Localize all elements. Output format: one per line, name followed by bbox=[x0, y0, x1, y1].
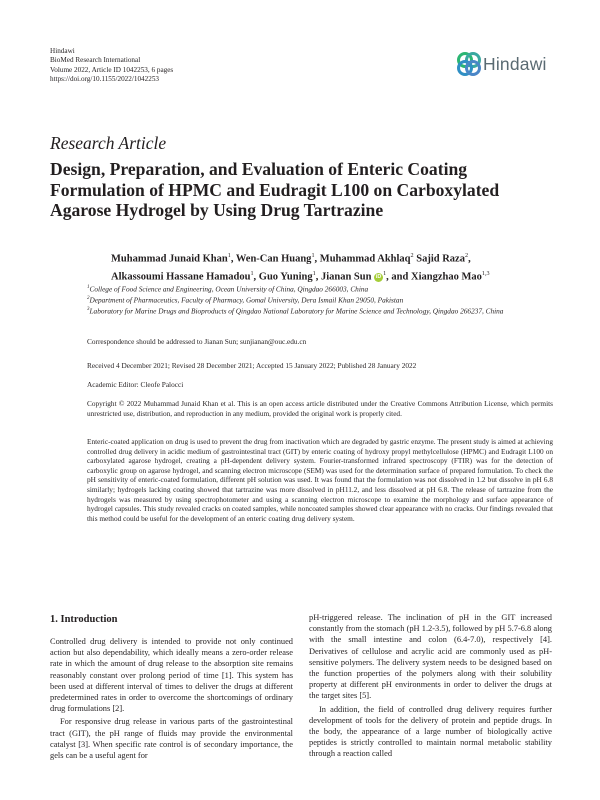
section-heading: 1. Introduction bbox=[50, 614, 118, 625]
journal-header bbox=[50, 47, 173, 84]
author-affil-sup: 2 bbox=[464, 252, 469, 259]
affiliation-text: College of Food Science and Engineering, Ocean University of China, Qingdao 266003, China bbox=[89, 284, 369, 294]
author-name[interactable]: Alkassoumi Hassane Hamadou bbox=[111, 271, 251, 282]
orcid-icon[interactable]: iD bbox=[375, 274, 382, 280]
logo-text: Hindawi bbox=[483, 54, 547, 74]
author-name[interactable]: Muhammad Akhlaq bbox=[319, 253, 411, 265]
author-affil-sup: 1 bbox=[250, 269, 254, 277]
correspondence: Correspondence should be addressed to Jianan Sun; sunjianan@ouc.edu.cn bbox=[87, 337, 307, 346]
academic-editor: Academic Editor: Cleofe Palocci bbox=[87, 380, 184, 389]
affiliation-sup: 3 bbox=[87, 307, 90, 313]
copyright-notice: Copyright © 2022 Muhammad Junaid Khan et al. This is an open access article distributed under the Creative Commons Attribution License, which permits unrestricted use, distribution, and reproduction in any medium, provided the original work is properly cited. bbox=[87, 399, 553, 418]
publisher-name: Hindawi bbox=[50, 47, 75, 55]
author-list: Muhammad Junaid Khan$^1$, Wen-Can Huang$^1$, Muhammad Akhlaq$^2$ Sajid Raza$^2$, Alkassoumi Hassane Hamadou$^1$, Guo Yuning$^1$, Jianan Sun $iD^1$, and Xiangzhao Mao$^{1,3}$ bbox=[111, 252, 490, 282]
author-name[interactable]: Wen-Can Huang bbox=[235, 253, 312, 265]
article-title: Design, Preparation, and Evaluation of Enteric Coating Formulation of HPMC and Eudragit L100 on Carboxylated Agarose Hydrogel by Using Drug Tartrazine bbox=[50, 159, 500, 220]
author-name[interactable]: Guo Yuning bbox=[258, 271, 313, 282]
affiliation bbox=[87, 294, 553, 305]
body-column-right bbox=[309, 612, 552, 760]
hindawi-logo[interactable] bbox=[456, 49, 554, 79]
author-name[interactable]: Xiangzhao Mao bbox=[410, 271, 482, 282]
author-name[interactable]: Sajid Raza bbox=[416, 253, 465, 265]
body-column-left bbox=[50, 636, 293, 761]
author-affil-sup: 1 bbox=[227, 252, 231, 259]
abstract: Enteric-coated application on drug is used to prevent the drug from inactivation which are degraded by gastric enzyme. The present study is aimed at achieving controlled drug delivery in acidic medium of gastrointestinal tract (GIT) by enteric coating of hydroxy propyl methylcellulose (HPMC) and Eudragit L100 on carboxylated agarose hydrogel, creating a pH-dependent delivery system. Fourier-transformed infrared spectroscopy (FTIR) was for the detection of carboxylic group on agarose hydrogel, and scanning electron microscope (SEM) was used for the determination surface of prepared formulation. To check the pH sensitivity of enteric-coated formulation, different pH solution was used. It was found that the formulation was not dissolved in 1.2 but dissolve in pH 6.8 similarly; hydrogels lacking coating showed that tartrazine was more dissolved in pH11.2, and less dissolved at pH 6.8. The release of tartrazine from the hydrogels was measured by using spectrophotometer and using a scanning electron microscope to examine the morphology and surface appearance of hydrogel capsules. This study revealed cracks on coated samples, while noncoated samples showed clear appearance with no cracks. Our findings revealed that this method could be useful for the development of an enteric coating drug delivery system. bbox=[87, 437, 553, 523]
affiliation-text: Department of Pharmaceutics, Faculty of Pharmacy, Gomal University, Dera Ismail Khan 29050, Pakistan bbox=[89, 295, 404, 305]
affiliation-text: Laboratory for Marine Drugs and Bioproducts of Qingdao National Laboratory for Marine Science and Technology, Qingdao 266237, China bbox=[89, 306, 504, 316]
paragraph: In addition, the field of controlled drug delivery requires further development of tools for the delivery of protein and peptide drugs. In the body, the appearance of a large number of biologically active peptides is strictly controlled to maintain normal metabolic stability through a reaction called bbox=[309, 704, 552, 759]
paragraph: Controlled drug delivery is intended to provide not only continued action but also dependability, which ideally means a zero-order release rate in which the amount of drug release to the absorption site remains reasonably constant over prolong period of time [1]. This system has been used at different interval of times to deliver the drugs at different predetermined rates in order to overcome the shortcomings of ordinary drug formulations [2]. bbox=[50, 637, 293, 714]
author-affil-sup: 1,3 bbox=[481, 269, 490, 277]
paragraph: pH-triggered release. The inclination of pH in the GIT increased constantly from the stomach (pH 1.2-3.5), followed by pH 5.7-6.8 along with the small intestine and colon (6.4-7.0), respectively [4]. Derivatives of cellulose and acrylic acid are commonly used as pH-sensitive polymers. The delivery system needs to be designed based on the function properties of the polymers along with their solubility property at different pH environments in order to deliver the drugs at the target sites [5]. bbox=[309, 613, 552, 701]
author-affil-sup: 1 bbox=[311, 252, 315, 259]
doi-link[interactable]: https://doi.org/10.1155/2022/1042253 bbox=[50, 74, 160, 83]
author-name[interactable]: Jianan Sun bbox=[320, 271, 372, 282]
hindawi-logo-icon bbox=[456, 51, 482, 77]
affiliation bbox=[87, 305, 553, 316]
author-affil-sup: 2 bbox=[410, 252, 414, 259]
author-affil-sup: 1 bbox=[312, 269, 316, 277]
affiliation bbox=[87, 283, 553, 294]
author-name[interactable]: Muhammad Junaid Khan bbox=[111, 253, 228, 265]
article-type: Research Article bbox=[50, 133, 167, 153]
paragraph: For responsive drug release in various parts of the gastrointestinal tract (GIT), the pH range of fluids may provide the environmental catalyst [3]. When specific rate control is of secondary importance, the gels can be a useful agent for bbox=[50, 717, 293, 761]
history-dates: Received 4 December 2021; Revised 28 December 2021; Accepted 15 January 2022; Published 28 January 2022 bbox=[87, 361, 417, 370]
volume-info: Volume 2022, Article ID 1042253, 6 pages bbox=[50, 65, 174, 74]
author-affil-sup: 1 bbox=[383, 269, 387, 277]
affiliations bbox=[87, 283, 553, 316]
affiliation-sup: 2 bbox=[87, 296, 90, 302]
affiliation-sup: 1 bbox=[87, 285, 90, 290]
journal-name: BioMed Research International bbox=[50, 56, 141, 65]
